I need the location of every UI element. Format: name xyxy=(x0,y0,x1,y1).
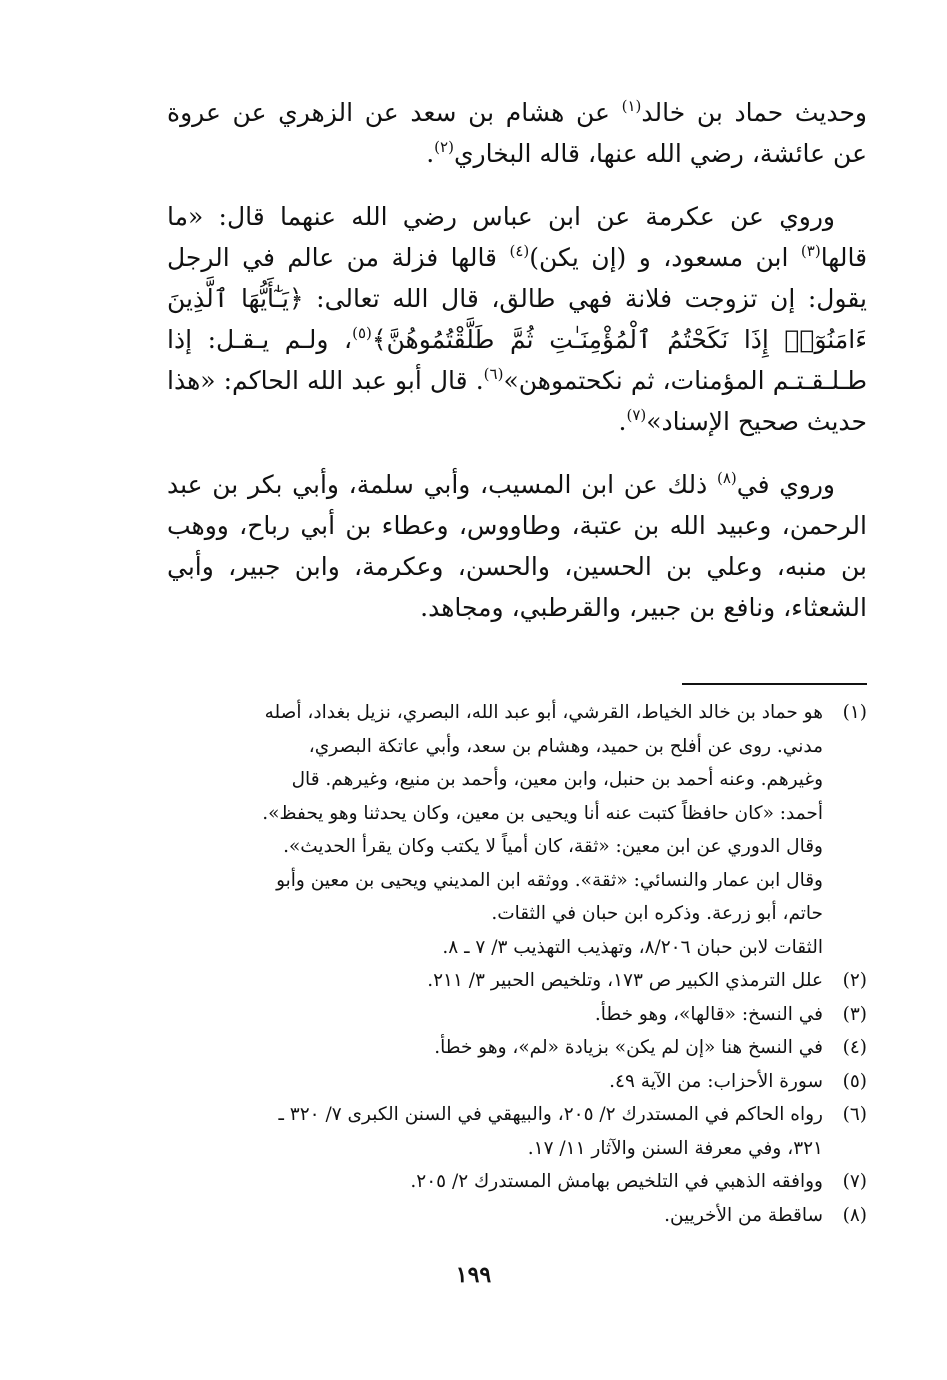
footnote-number: (٥) xyxy=(842,1070,867,1092)
footnote-item xyxy=(167,998,867,1032)
paragraph-text: . xyxy=(618,407,627,436)
footnote-reference: (٨) xyxy=(716,469,737,487)
footnote-number: (٣) xyxy=(842,1003,867,1025)
body-paragraph xyxy=(167,92,867,174)
footnote-reference: (٦) xyxy=(483,365,504,383)
page-number: ١٩٩ xyxy=(455,1262,492,1288)
footnote-item xyxy=(167,1098,867,1165)
footnote-item xyxy=(167,1065,867,1099)
body-paragraph xyxy=(167,196,867,442)
footnote-line: أحمد: «كان حافظاً كتبت عنه أنا ويحيى بن معين، وكان يحدثنا وهو يحفظ». xyxy=(262,802,823,824)
footnote-reference: (٥) xyxy=(352,324,372,342)
footnote-item xyxy=(167,1031,867,1065)
footnote-line: هو حماد بن خالد الخياط، القرشي، أبو عبد الله، البصري، نزيل بغداد، أصله xyxy=(264,702,823,723)
paragraph-text: عن هشام بن سعد عن الزهري عن عروة عن عائشة، رضي الله عنها، قاله البخاري xyxy=(167,98,867,168)
footnote-text xyxy=(167,696,823,964)
footnote-text xyxy=(167,1065,823,1099)
footnote-number: (١) xyxy=(842,702,867,723)
footnote-line: ٣٢١، وفي معرفة السنن والآثار ١١/ ١٧. xyxy=(527,1137,823,1159)
footnote-line: علل الترمذي الكبير ص ١٧٣، وتلخيص الحبير ٣/ ٢١١. xyxy=(427,970,823,991)
footnote-item xyxy=(167,696,867,964)
footnote-number: (٤) xyxy=(842,1037,867,1058)
footnote-text xyxy=(167,1199,823,1233)
footnote-item xyxy=(167,1199,867,1233)
footnote-reference: (٢) xyxy=(434,138,454,156)
footnote-number: (٦) xyxy=(842,1104,867,1125)
paragraph-text: وروي عن عكرمة عن ابن عباس رضي الله عنهما قال: «ما قالها xyxy=(167,202,868,272)
paragraph-text: قالها فزلة من عالم في الرجل يقول: إن تزوجت فلانة فهي طالق، قال الله تعالى: xyxy=(167,243,867,313)
footnote-item xyxy=(167,1165,867,1199)
paragraph-text: . قال أبو عبد الله الحاكم: «هذا حديث صحيح الإسناد» xyxy=(167,366,867,436)
paragraph-text: ابن مسعود، و (إن يكن) xyxy=(529,243,801,272)
footnote-separator xyxy=(682,683,867,685)
footnote-line: في النسخ هنا «إن لم يكن» بزيادة «لم»، وهو خطأ. xyxy=(434,1037,823,1058)
footnote-number: (٢) xyxy=(842,970,867,991)
footnote-line: رواه الحاكم في المستدرك ٢/ ٢٠٥، والبيهقي في السنن الكبرى ٧/ ٣٢٠ ـ xyxy=(278,1104,823,1125)
footnote-reference: (٤) xyxy=(509,242,530,260)
footnote-text xyxy=(167,998,823,1032)
footnote-line: مدني. روى عن أفلح بن حميد، وهشام بن سعد، وأبي عاتكة البصري، xyxy=(308,735,823,757)
main-text-block xyxy=(167,92,867,628)
footnote-text xyxy=(167,1031,823,1065)
paragraph-text: وروي في xyxy=(736,470,835,499)
footnote-reference: (١) xyxy=(621,97,642,115)
footnote-item xyxy=(167,964,867,998)
body-paragraph xyxy=(167,464,867,628)
footnote-text xyxy=(167,964,823,998)
paragraph-text: . xyxy=(426,139,435,168)
footnote-line: ووافقه الذهبي في التلخيص بهامش المستدرك ٢/ ٢٠٥. xyxy=(410,1171,823,1192)
footnote-line: سورة الأحزاب: من الآية ٤٩. xyxy=(609,1070,823,1092)
footnote-line: ساقطة من الأخريين. xyxy=(664,1204,823,1226)
footnote-line: في النسخ: «قالها»، وهو خطأ. xyxy=(594,1003,823,1025)
quran-verse: ﴿يَـٰٓأَيُّهَا ٱلَّذِينَ ءَامَنُوٓا۟ إِذَا نَكَحْتُمُ ٱلْمُؤْمِنَـٰتِ ثُمَّ طَلَّقْتُمُوهُنَّ﴾ xyxy=(167,284,868,354)
footnote-line: وقال الدوري عن ابن معين: «ثقة، كان أمياً لا يكتب وكان يقرأ الحديث». xyxy=(283,836,823,857)
footnote-text xyxy=(167,1098,823,1165)
footnote-line: وقال ابن عمار والنسائي: «ثقة». ووثقه ابن المديني ويحيى بن معين وأبو xyxy=(276,869,823,891)
footnote-number: (٨) xyxy=(842,1204,867,1226)
footnote-reference: (٧) xyxy=(626,406,647,424)
footnote-reference: (٣) xyxy=(800,242,821,260)
footnotes-block xyxy=(167,696,867,1232)
footnote-number: (٧) xyxy=(842,1171,867,1192)
paragraph-text: وحديث حماد بن خالد xyxy=(641,98,868,127)
footnote-line: حاتم، أبو زرعة. وذكره ابن حبان في الثقات. xyxy=(491,903,823,924)
footnote-text xyxy=(167,1165,823,1199)
paragraph-text: ذلك عن ابن المسيب، وأبي سلمة، وأبي بكر بن عبد الرحمن، وعبيد الله بن عتبة، وطاووس، وعطاء بن أبي رباح، ووهب بن منبه، وعلي بن الحسين، والحسن، وعكرمة، وابن جبير، وأبي الشعثاء، ونافع بن جبير، والقرطبي، ومجاهد. xyxy=(167,470,867,622)
paragraph-text: ، ولـم يـقـل: إذا طـلـقـتـم المؤمنات، ثم نكحتموهن» xyxy=(167,325,867,395)
footnote-line: الثقات لابن حبان ٨/٢٠٦، وتهذيب التهذيب ٣/ ٧ ـ ٨. xyxy=(442,936,823,958)
footnote-line: وغيرهم. وعنه أحمد بن حنبل، وابن معين، وأحمد بن منيع، وغيرهم. قال xyxy=(291,769,823,790)
